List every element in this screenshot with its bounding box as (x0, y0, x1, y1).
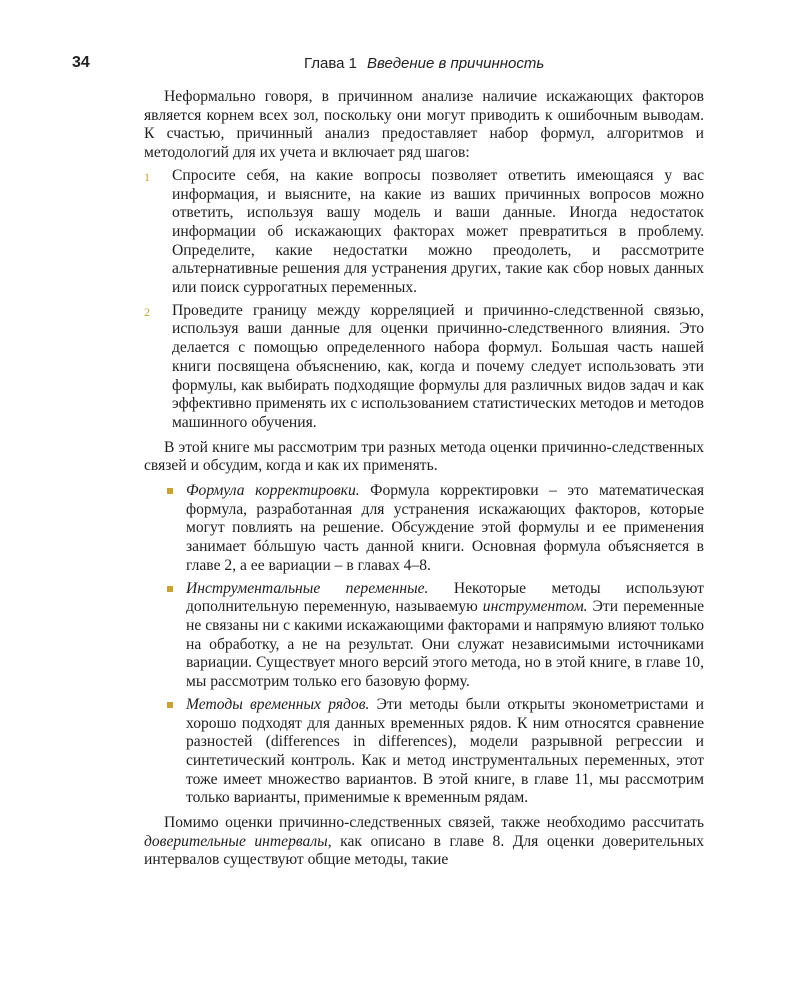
intro-paragraph: Неформально говоря, в причинном анализе наличие искажающих факторов является корнем всех зол, поскольку они могут приводить к ошибочным выводам. К счастью, причинный анализ предоставляет набор формул, алгоритмов и методологий для их учета и включает ряд шагов: (144, 88, 704, 162)
step-number: 1 (144, 169, 150, 184)
chapter-title: Введение в причинность (367, 55, 545, 72)
page-number: 34 (72, 54, 90, 71)
step-text: Проведите границу между корреляцией и причинно-следственной связью, используя ваши данные для оценки причинно-следственного влияния. Это делается с помощью определенного набора формул. Большая часть нашей книги посвящена объяснению, как, когда и почему следует использовать эти формулы, как выбирать подходящие формулы для различных видов задач и как эффективно применять их с использованием статистических методов и методов машинного обучения. (172, 301, 704, 431)
closing-text: Помимо оценки причинно-следственных связей, также необходимо рассчитать (164, 814, 704, 832)
step-item (144, 302, 704, 433)
method-description: Эти методы были открыты эконометристами и хорошо подходят для данных временных рядов. К ним относятся сравнение разностей (differences in differences), модели разрывной регрессии и синтетический контроль. Как и метод инструментальных переменных, этот тоже имеет множество вариантов. В этой книге, в главе 11, мы рассмотрим только варианты, применимые к временным рядам. (186, 695, 704, 807)
method-term: Формула корректировки. (186, 482, 360, 500)
method-description: Некоторые методы используют дополнительную переменную, называемую (186, 579, 704, 616)
step-item (144, 167, 704, 298)
closing-term: доверительные интервалы (144, 832, 328, 850)
step-number: 2 (144, 304, 150, 319)
closing-paragraph (144, 814, 704, 870)
method-item (144, 580, 704, 692)
method-inline-term: инструментом. (482, 598, 588, 616)
page-header (72, 54, 702, 78)
method-term: Инструментальные переменные. (186, 579, 429, 597)
method-item (144, 696, 704, 808)
method-term: Методы временных рядов. (186, 695, 370, 713)
method-description-continued: Эти переменные не связаны ни с какими искажающими факторами и напрямую влияют только на обработку, а не на результат. Они служат независимыми источниками вариации. Существует много версий этого метода, но в этой книге, в главе 10, мы рассмотрим только его базовую форму. (186, 598, 704, 691)
square-bullet-icon (167, 702, 173, 708)
square-bullet-icon (167, 488, 173, 494)
method-description: Формула корректировки – это математическая формула, разработанная для устранения искажающих факторов, которые могут повлиять на решение. Обсуждение этой формулы и ее применения занимает бóльшую часть данной книги. Основная формула объясняется в главе 2, а ее вариации – в главах 4–8. (186, 482, 704, 574)
methods-list (144, 482, 704, 808)
methods-intro-paragraph: В этой книге мы рассмотрим три разных метода оценки причинно-следственных связей и обсудим, когда и как их применять. (144, 438, 704, 475)
method-item (144, 482, 704, 576)
chapter-label: Глава 1 (304, 55, 358, 72)
steps-list (144, 167, 704, 433)
step-text: Спросите себя, на какие вопросы позволяет ответить имеющаяся у вас информация, и выясните, на какие из ваших причинных вопросов можно ответить, используя вашу модель и ваши данные. Иногда недостаток информации об искажающих факторах может превратиться в проблему. Определите, какие недостатки можно преодолеть, и рассмотрите альтернативные решения для устранения других, такие как сбор новых данных или поиск суррогатных переменных. (172, 166, 704, 297)
closing-text-continued: , как описано в главе 8. Для оценки доверительных интервалов существуют общие методы, такие (144, 832, 704, 869)
running-head (304, 55, 544, 72)
square-bullet-icon (167, 586, 173, 592)
page-body (144, 88, 704, 870)
